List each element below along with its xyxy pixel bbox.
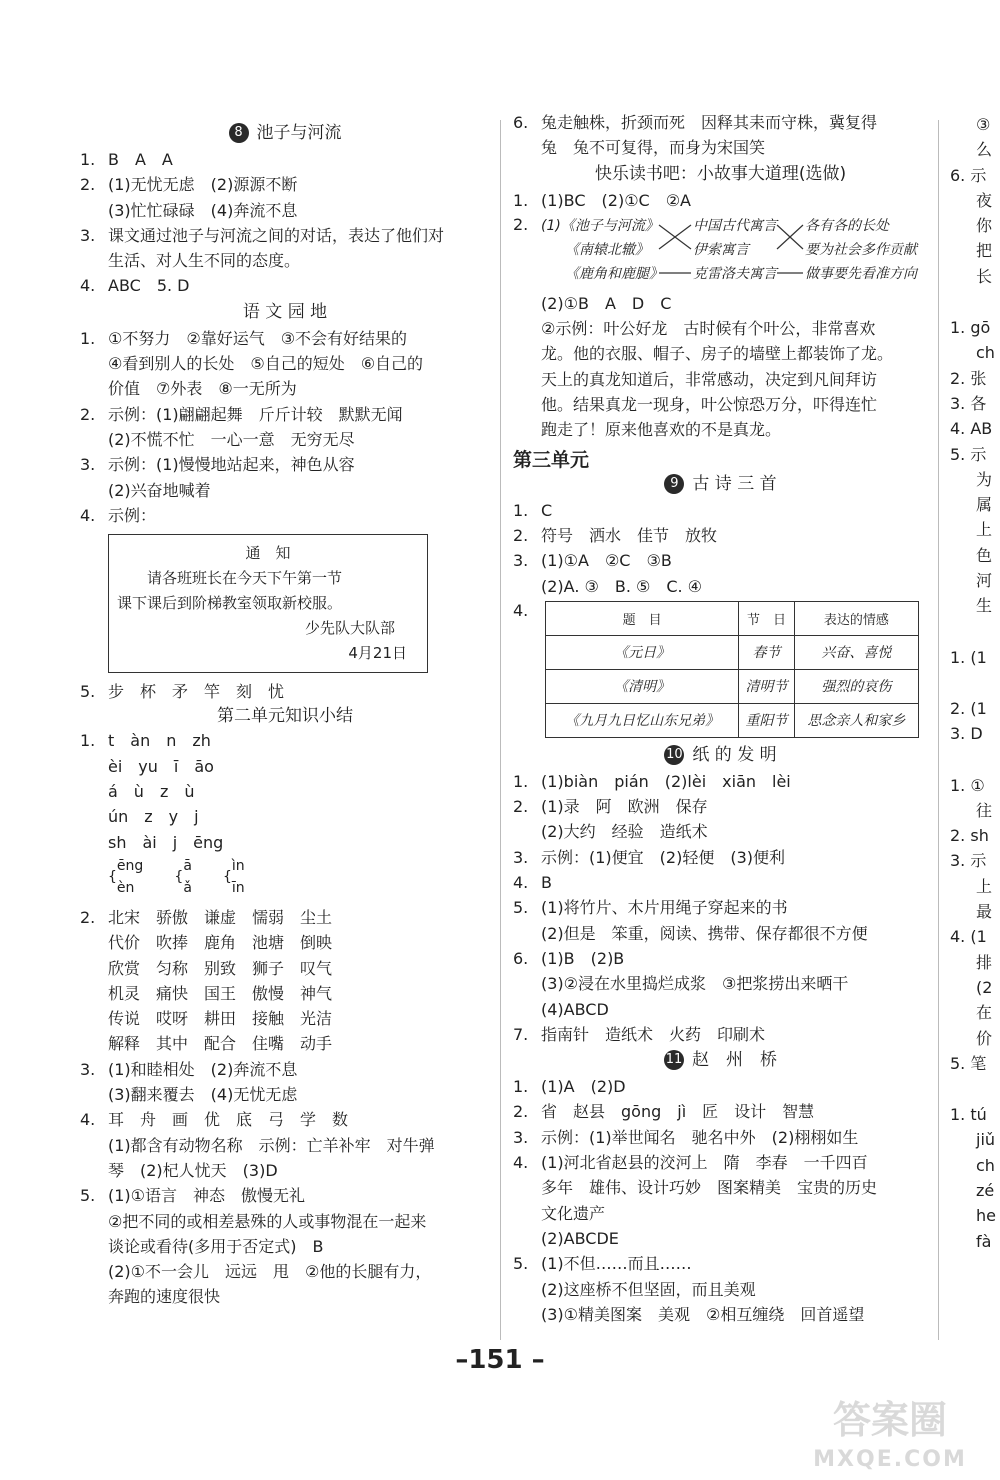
answer-line: (2)大约 经验 造纸术 bbox=[541, 822, 708, 842]
middle-column bbox=[513, 110, 928, 1327]
answer-line: 1. t àn n zh bbox=[80, 731, 211, 751]
answer-line: ④看到别人的长处 ⑤自己的短处 ⑥自己的 bbox=[108, 354, 424, 374]
answer-line: 1. (1)biàn pián (2)lèi xiān lèi bbox=[513, 771, 791, 791]
lesson-number-badge: 11 bbox=[664, 1050, 684, 1070]
match-item: 伊索寓言 bbox=[693, 241, 749, 258]
answer-line: ún z y j bbox=[108, 807, 199, 827]
answer-line: 6. (1)B (2)B bbox=[513, 948, 625, 968]
notice-body: 课下课后到阶梯教室领取新校服。 bbox=[117, 594, 343, 613]
answer-line: ②把不同的或相差悬殊的人或事物混在一起来 bbox=[108, 1211, 427, 1231]
answer-line: á ù z ù bbox=[108, 782, 195, 802]
column-divider bbox=[500, 120, 501, 1340]
answer-line: 5. (1)不但……而且…… bbox=[513, 1254, 692, 1274]
answer-line: 2. (1)无忧无虑 (2)源源不断 bbox=[80, 175, 298, 195]
answer-line: 2. (1)录 阿 欧洲 保存 bbox=[513, 797, 708, 817]
answer-line: 生活、对人生不同的态度。 bbox=[108, 251, 301, 271]
answer-line: (2)兴奋地喊着 bbox=[108, 480, 211, 500]
answer-line: 奔跑的速度很快 bbox=[108, 1287, 221, 1307]
answer-line: (2)A. ③ B. ⑤ C. ④ bbox=[541, 576, 703, 596]
table-row: 《清明》 清明节 强烈的哀伤 bbox=[546, 669, 919, 703]
answer-line: 文化遗产 bbox=[541, 1203, 606, 1223]
answer-line: 4. 耳 舟 画 优 底 弓 学 数 bbox=[80, 1110, 349, 1130]
notice-date: 4月21日 bbox=[348, 644, 407, 663]
answer-line: (4)ABCD bbox=[541, 999, 609, 1019]
page-number: –151 – bbox=[455, 1345, 545, 1375]
answer-line: 传说 哎呀 耕田 接触 光洁 bbox=[108, 1009, 333, 1029]
notice-title: 通 知 bbox=[245, 544, 291, 563]
unit-heading: 第三单元 bbox=[513, 448, 590, 471]
table-header: 表达的情感 bbox=[794, 601, 918, 635]
answer-line: ②示例：叶公好龙 古时候有个叶公，非常喜欢 bbox=[541, 319, 876, 339]
answer-line: (2)①不一会儿 远远 甩 ②他的长腿有力， bbox=[108, 1262, 432, 1282]
answer-line: 谈论或看待(多用于否定式) B bbox=[108, 1236, 324, 1256]
answer-line: (2)不慌不忙 一心一意 无穷无尽 bbox=[108, 429, 355, 449]
answer-line: 解释 其中 配合 住嘴 动手 bbox=[108, 1034, 333, 1054]
lesson-number-badge: 8 bbox=[229, 123, 249, 143]
answer-line: 1. (1)BC (2)①C ②A bbox=[513, 190, 692, 210]
left-column bbox=[80, 110, 490, 1310]
section-title: 第二单元知识小结 bbox=[217, 706, 353, 727]
match-item: 中国古代寓言 bbox=[693, 217, 777, 234]
table-header-row bbox=[546, 601, 919, 635]
answer-line: 4. B bbox=[513, 873, 552, 893]
answer-line: 5. 步 杯 矛 竿 刻 忧 bbox=[80, 682, 285, 702]
match-item: 各有各的长处 bbox=[805, 217, 889, 234]
table-header: 题 目 bbox=[546, 601, 739, 635]
answer-line: 代价 吹捧 鹿角 池塘 倒映 bbox=[108, 933, 333, 953]
answer-line: sh ài j ēng bbox=[108, 832, 224, 852]
answer-line: 3. 课文通过池子与河流之间的对话，表达了他们对 bbox=[80, 225, 445, 245]
matching-diagram: 2. (1)《池子与河流》 中国古代寓言 各有各的长处 《南辕北辙》 伊索寓言 要为社会多作贡献 《鹿角和鹿腿》 克雷洛夫寓言 做事要先看准方向 bbox=[513, 213, 928, 291]
answer-line: 机灵 痛快 国王 傲慢 神气 bbox=[108, 983, 333, 1003]
match-item: 要为社会多作贡献 bbox=[805, 241, 917, 258]
lesson-title bbox=[513, 742, 928, 769]
section-title: 快乐读书吧：小故事大道理(选做) bbox=[594, 163, 847, 184]
brace-group: { ìn īn bbox=[223, 857, 245, 896]
table-header: 节 日 bbox=[739, 601, 794, 635]
answer-line: 7. 指南针 造纸术 火药 印刷术 bbox=[513, 1024, 766, 1044]
answer-line: 天上的真龙知道后，非常感动，决定到凡间拜访 bbox=[541, 369, 878, 389]
answer-line: 兔 兔不可复得，而身为宋国笑 bbox=[541, 138, 766, 158]
answer-line: (3)忙忙碌碌 (4)奔流不息 bbox=[108, 200, 298, 220]
match-item: (1)《池子与河流》 bbox=[541, 217, 659, 234]
answer-line: 3. (1)和睦相处 (2)奔流不息 bbox=[80, 1059, 298, 1079]
answer-line: 2. 北宋 骄傲 谦虚 懦弱 尘土 bbox=[80, 907, 333, 927]
pinyin-braces bbox=[80, 855, 490, 905]
answer-line: 跑走了！原来他喜欢的不是真龙。 bbox=[541, 420, 782, 440]
lesson-title bbox=[80, 120, 490, 147]
answer-line: 1. ①不努力 ②靠好运气 ③不会有好结果的 bbox=[80, 328, 408, 348]
answer-line: èi yu ī āo bbox=[108, 756, 214, 776]
answer-line: 多年 雄伟、设计巧妙 图案精美 宝贵的历史 bbox=[541, 1178, 878, 1198]
column-divider bbox=[938, 120, 939, 1340]
answer-line: (3)②浸在水里捣烂成浆 ③把浆捞出来晒干 bbox=[541, 974, 849, 994]
lesson-title-text: 池子与河流 bbox=[256, 123, 342, 143]
lesson-number-badge: 9 bbox=[664, 474, 684, 494]
answer-line: 4. 示例： bbox=[80, 505, 157, 525]
lesson-title bbox=[513, 1047, 928, 1074]
answer-line: 5. (1)将竹片、木片用绳子穿起来的书 bbox=[513, 898, 788, 918]
answer-line: (2)这座桥不但坚固，而且美观 bbox=[541, 1279, 756, 1299]
lesson-title-text: 古 诗 三 首 bbox=[692, 473, 777, 494]
brace-group: { ēng èn bbox=[108, 857, 144, 896]
watermark-logo: 答案圈 MXQE.COM bbox=[813, 1398, 967, 1472]
answer-line: 他。结果真龙一现身，叶公惊恐万分，吓得连忙 bbox=[541, 395, 878, 415]
answer-line: 3. 示例：(1)举世闻名 驰名中外 (2)栩栩如生 bbox=[513, 1127, 859, 1147]
lesson-title-text: 赵 州 桥 bbox=[692, 1050, 777, 1071]
answer-line: 2. 示例：(1)翩翩起舞 斤斤计较 默默无闻 bbox=[80, 404, 403, 424]
answer-line: 1. (1)A (2)D bbox=[513, 1077, 626, 1097]
table-row: 《九月九日忆山东兄弟》 重阳节 思念亲人和家乡 bbox=[546, 703, 919, 737]
answer-line: (1)都含有动物名称 示例：亡羊补牢 对牛弹 bbox=[108, 1135, 435, 1155]
answer-line: 琴 (2)杞人忧天 (3)D bbox=[108, 1160, 278, 1180]
section-title: 语 文 园 地 bbox=[242, 301, 328, 322]
answer-line: 2. 省 赵县 gōng jì 匠 设计 智慧 bbox=[513, 1102, 815, 1122]
answer-line: (2)但是 笨重，阅读、携带、保存都很不方便 bbox=[541, 923, 868, 943]
notice-body: 请各班班长在今天下午第一节 bbox=[147, 569, 343, 588]
answer-line: 2. 符号 洒水 佳节 放牧 bbox=[513, 525, 718, 545]
answer-line: 4. (1)河北省赵县的洨河上 隋 李春 一千四百 bbox=[513, 1153, 868, 1173]
answer-line: (3)①精美图案 美观 ②相互缠绕 回首遥望 bbox=[541, 1304, 865, 1324]
answer-line: 3. (1)①A ②C ③B bbox=[513, 551, 672, 571]
match-item: 做事要先看准方向 bbox=[805, 265, 917, 282]
notice-signature: 少先队大队部 bbox=[304, 619, 395, 638]
right-column-cropped: ③ 么 6. 示 夜 你 把 长 1. gō ch 2. 张 3. 各 4. AB 5. 示 为 属 上 色 河 生 1. (1 2. (1 3. D 1. ① 往 2. sh 3. 示 上 最 4. (1 排 (2 在 价 5. 笔 1. tú jiǔ ch zé he fà bbox=[950, 115, 996, 1251]
match-item: 克雷洛夫寓言 bbox=[693, 265, 777, 282]
poem-table bbox=[545, 601, 919, 738]
answer-line: 欣赏 匀称 别致 狮子 叹气 bbox=[108, 958, 333, 978]
answer-line: 龙。他的衣服、帽子、房子的墙壁上都装饰了龙。 bbox=[541, 344, 894, 364]
lesson-title-text: 纸 的 发 明 bbox=[692, 744, 777, 765]
match-item: 《鹿角和鹿腿》 bbox=[565, 265, 663, 282]
answer-line: (3)翻来覆去 (4)无忧无虑 bbox=[108, 1085, 298, 1105]
answer-line: 1. C bbox=[513, 500, 553, 520]
answer-line: 6. 兔走触株，折颈而死 因释其耒而守株，冀复得 bbox=[513, 113, 878, 132]
answer-table-block: 4. 题 目 节 日 表达的情感 《元日》 春节 兴奋、喜悦 《清明》 清明节 强烈的哀伤 《九月九日忆山东兄弟》 重阳节 思念亲人和家乡 bbox=[513, 601, 928, 738]
lesson-number-badge: 10 bbox=[664, 745, 684, 765]
answer-line: 价值 ⑦外表 ⑧一无所为 bbox=[108, 379, 297, 399]
answer-line: (2)①B A D C bbox=[541, 293, 672, 313]
answer-line: 5. (1)①语言 神态 傲慢无礼 bbox=[80, 1186, 306, 1206]
answer-line: 3. 示例：(1)慢慢地站起来，神色从容 bbox=[80, 455, 355, 475]
answer-line: 3. 示例：(1)便宜 (2)轻便 (3)便利 bbox=[513, 847, 785, 867]
answer-line: 4. ABC 5. D bbox=[80, 276, 190, 296]
answer-line: 1. B A A bbox=[80, 150, 173, 169]
table-row: 《元日》 春节 兴奋、喜悦 bbox=[546, 635, 919, 669]
notice-box bbox=[108, 534, 428, 673]
match-item: 《南辕北辙》 bbox=[565, 241, 649, 258]
answer-line: (2)ABCDE bbox=[541, 1228, 619, 1248]
brace-group: { ā ǎ bbox=[174, 857, 192, 896]
